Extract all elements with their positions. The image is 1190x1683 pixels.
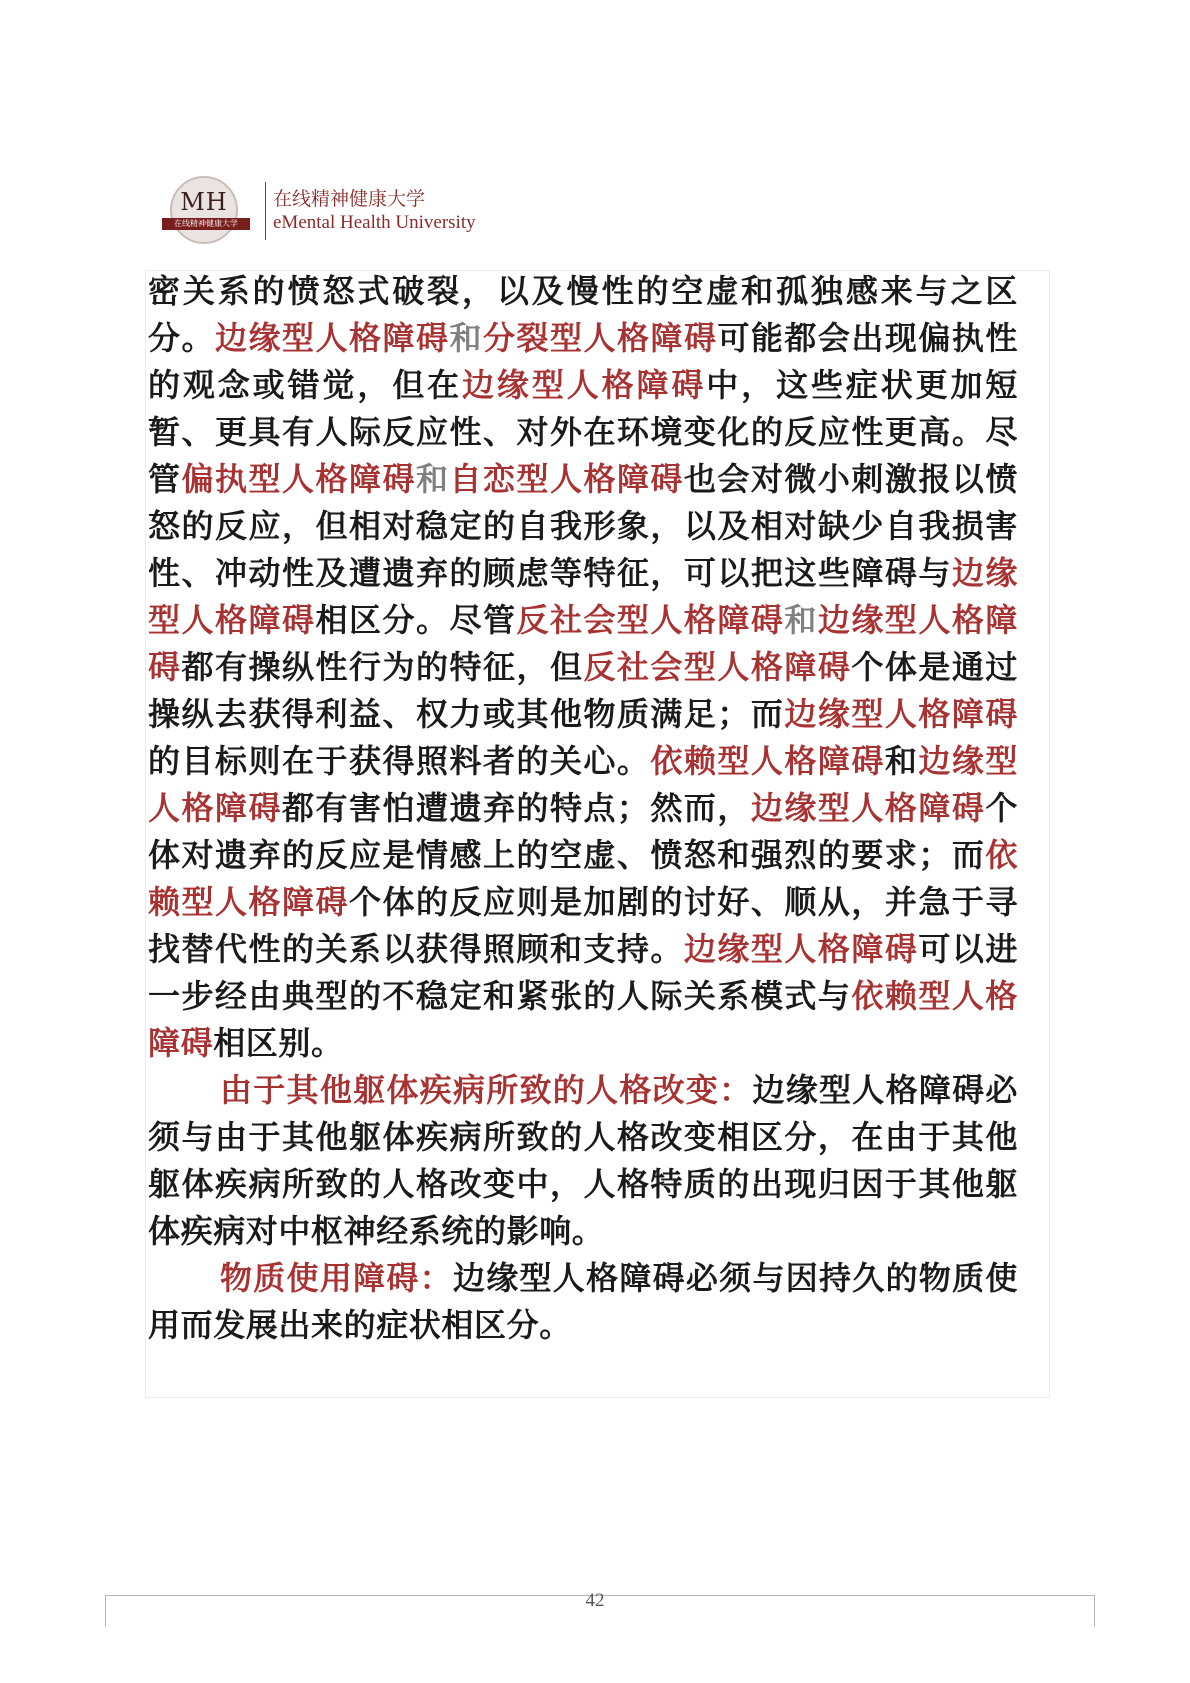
text-run: 中，这些症状更加短暂、更具有人际反应性、对外在环境变化的反应性更高。尽管 [148,366,1019,498]
paragraph-differential-diagnosis [148,268,1018,1067]
text-run: 相区别。 [213,1024,344,1062]
footer-rule-right-edge [1094,1595,1095,1627]
text-run: 可以进一步经由典型的不稳定和紧张的人际关系模式与 [148,930,1018,1015]
term-highlight: 边缘型人格障碍 [750,789,986,827]
connector-text: 和 [415,460,450,498]
footer-rule-left-edge [105,1595,106,1627]
term-highlight: 偏执型人格障碍 [181,460,416,498]
text-run: 可能都会出现偏执性的观念或错觉，但在 [148,319,1018,404]
term-highlight: 反社会型人格障碍 [583,648,852,686]
term-highlight: 依赖型人格障碍 [148,836,1018,921]
term-highlight: 边缘型人格障碍 [148,601,1018,686]
term-highlight: 依赖型人格障碍 [650,742,885,780]
text-run: 相区分。尽管 [315,601,517,639]
text-run: 个体的反应则是加剧的讨好、顺从，并急于寻找替代性的关系以获得照顾和支持。 [148,883,1018,968]
paragraph-medical-condition [148,1067,1018,1255]
text-run: 个体对遗弃的反应是情感上的空虚、愤怒和强烈的要求；而 [148,789,1018,874]
logo-letters: MH [180,188,228,216]
text-run: 密关系的愤怒式破裂，以及慢性的空虚和孤独感来与之区分。 [148,272,1018,357]
text-run: 边缘型人格障碍必须与因持久的物质使用而发展出来的症状相区分。 [148,1259,1019,1344]
text-run: 都有害怕遭遗弃的特点；然而， [281,789,751,827]
brand-divider [265,182,266,240]
page-number: 42 [585,1590,605,1611]
term-highlight: 反社会型人格障碍 [516,601,785,639]
paragraph-substance-use [148,1255,1018,1349]
connector-text: 和 [784,601,818,639]
site-header [170,176,530,246]
text-run: 的目标则在于获得照料者的关心。 [148,742,651,780]
term-highlight: 自恋型人格障碍 [449,460,684,498]
section-heading-substance-use: 物质使用障碍： [220,1259,453,1297]
text-run: 也会对微小刺激报以愤怒的反应，但相对稳定的自我形象，以及相对缺少自我损害性、冲动性及遭遗弃的顾虑等特征，可以把这些障碍与 [148,460,1018,592]
text-run: 都有操纵性行为的特征，但 [181,648,584,686]
text-run: 个体是通过操纵去获得利益、权力或其他物质满足；而 [148,648,1018,733]
university-logo [170,176,238,244]
text-run: 边缘型人格障碍必须与由于其他躯体疾病所致的人格改变相区分，在由于其他躯体疾病所致的人格改变中，人格特质的出现归因于其他躯体疾病对中枢神经系统的影响。 [148,1071,1018,1250]
term-highlight: 依赖型人格障碍 [148,977,1018,1062]
logo-ribbon: 在线精神健康大学 [162,218,250,230]
text-run: 和 [884,742,919,780]
term-highlight: 边缘型人格障碍 [462,366,707,404]
section-heading-medical-condition: 由于其他躯体疾病所致的人格改变： [220,1071,753,1109]
term-highlight: 边缘型人格障碍 [683,930,919,968]
brand-name-english: eMental Health University [273,212,476,233]
brand-name-chinese: 在线精神健康大学 [273,188,426,210]
term-highlight: 边缘型人格障碍 [784,695,1018,733]
term-highlight: 边缘型人格障碍 [148,742,1018,827]
term-highlight: 分裂型人格障碍 [482,319,718,357]
term-highlight: 边缘型人格障碍 [148,554,1019,639]
term-highlight: 边缘型人格障碍 [215,319,450,357]
connector-text: 和 [449,319,483,357]
body-text [148,268,1018,1349]
